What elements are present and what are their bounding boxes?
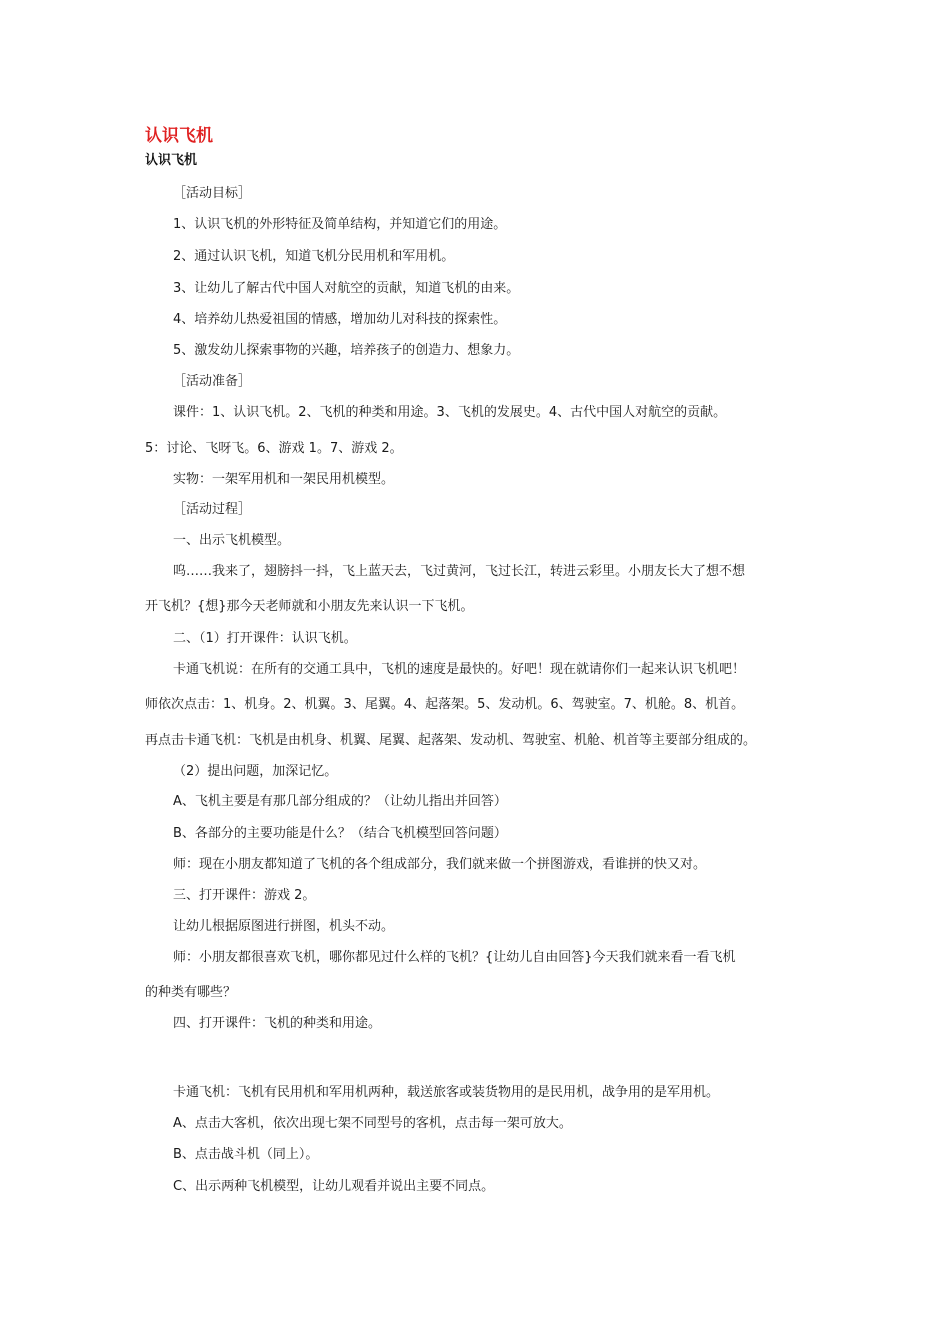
paragraph-line: 三、打开课件：游戏 2。	[173, 888, 316, 903]
paragraph-line: A、点击大客机，依次出现七架不同型号的客机，点击每一架可放大。	[173, 1116, 572, 1131]
document-subtitle: 认识飞机	[145, 153, 198, 168]
paragraph-line: 开飞机？{想}那今天老师就和小朋友先来认识一下飞机。	[145, 599, 474, 614]
paragraph-line: A、飞机主要是有那几部分组成的？（让幼儿指出并回答）	[173, 794, 507, 809]
paragraph-line: 卡通飞机说：在所有的交通工具中，飞机的速度是最快的。好吧！现在就请你们一起来认识飞机吧！	[173, 662, 746, 677]
paragraph-line: 课件：1、认识飞机。2、飞机的种类和用途。3、飞机的发展史。4、古代中国人对航空的贡献。	[173, 405, 727, 420]
paragraph-line: 卡通飞机：飞机有民用机和军用机两种，载送旅客或装货物用的是民用机，战争用的是军用机。	[173, 1085, 720, 1100]
paragraph-line: 四、打开课件：飞机的种类和用途。	[173, 1016, 382, 1031]
paragraph-line: 一、出示飞机模型。	[173, 533, 291, 548]
paragraph-line: 4、培养幼儿热爱祖国的情感，增加幼儿对科技的探索性。	[173, 312, 507, 327]
paragraph-line: 师：小朋友都很喜欢飞机，哪你都见过什么样的飞机？{让幼儿自由回答}今天我们就来看一看飞机	[173, 950, 736, 965]
paragraph-line: （2）提出问题，加深记忆。	[173, 764, 338, 779]
paragraph-line: 2、通过认识飞机，知道飞机分民用机和军用机。	[173, 249, 455, 264]
section-heading-process: ［活动过程］	[173, 502, 252, 517]
paragraph-line: 实物：一架军用机和一架民用机模型。	[173, 472, 395, 487]
paragraph-line: 3、让幼儿了解古代中国人对航空的贡献，知道飞机的由来。	[173, 281, 520, 296]
paragraph-line: B、各部分的主要功能是什么？（结合飞机模型回答问题）	[173, 826, 507, 841]
paragraph-line: 二、（1）打开课件：认识飞机。	[173, 631, 357, 646]
document-title: 认识飞机	[145, 126, 213, 146]
paragraph-line: 5、激发幼儿探索事物的兴趣，培养孩子的创造力、想象力。	[173, 343, 520, 358]
paragraph-line: 的种类有哪些？	[145, 985, 237, 1000]
paragraph-line: 再点击卡通飞机：飞机是由机身、机翼、尾翼、起落架、发动机、驾驶室、机舱、机首等主要部分组成的。	[145, 733, 757, 748]
paragraph-line: 让幼儿根据原图进行拼图，机头不动。	[173, 919, 395, 934]
paragraph-line: C、出示两种飞机模型，让幼儿观看并说出主要不同点。	[173, 1179, 495, 1194]
paragraph-line: 呜……我来了，翅膀抖一抖，飞上蓝天去，飞过黄河，飞过长江，转进云彩里。小朋友长大了想不想	[173, 564, 746, 579]
paragraph-line: 师依次点击：1、机身。2、机翼。3、尾翼。4、起落架。5、发动机。6、驾驶室。7、机舱。8、机首。	[145, 697, 745, 712]
paragraph-line: 师：现在小朋友都知道了飞机的各个组成部分，我们就来做一个拼图游戏，看谁拼的快又对。	[173, 857, 707, 872]
paragraph-line: B、点击战斗机（同上）。	[173, 1147, 319, 1162]
section-heading-preparation: ［活动准备］	[173, 374, 252, 389]
paragraph-line: 1、认识飞机的外形特征及简单结构，并知道它们的用途。	[173, 217, 507, 232]
section-heading-goals: ［活动目标］	[173, 186, 252, 201]
paragraph-line: 5：讨论、飞呀飞。6、游戏 1。7、游戏 2。	[145, 441, 403, 456]
